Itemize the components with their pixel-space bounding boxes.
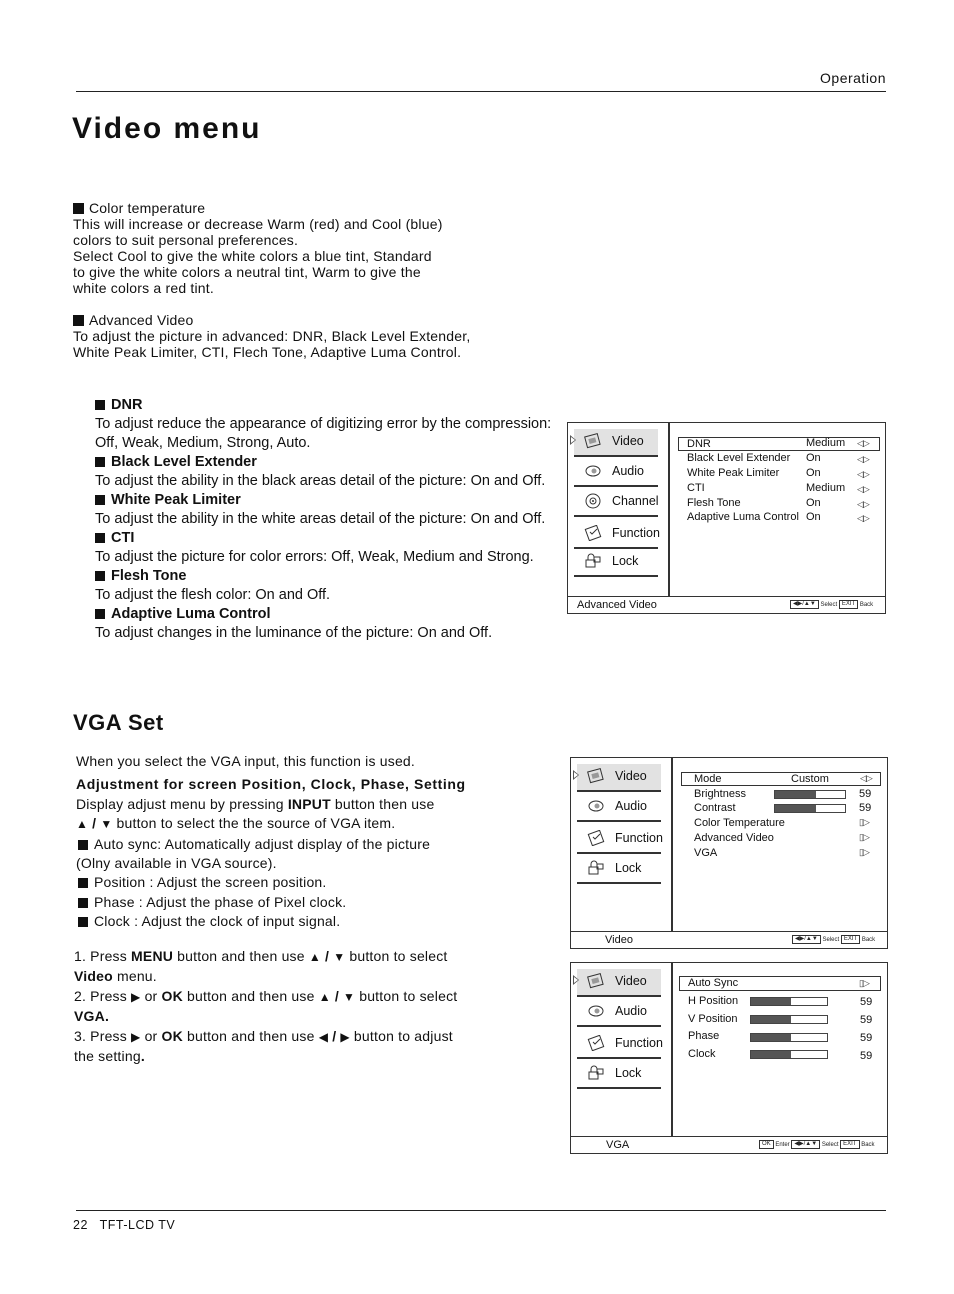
setting-desc: To adjust the picture for color errors: Off, Weak, Medium and Strong. xyxy=(95,549,534,565)
hint-select: Select xyxy=(821,1142,839,1149)
left-right-arrows-icon: ◁▷ xyxy=(857,454,869,464)
sidebar-item-audio[interactable] xyxy=(574,459,658,487)
vga-line: ▲ / ▼ button to select the the source of VGA item. xyxy=(76,815,396,832)
vga-intro-block xyxy=(76,752,496,932)
osd-row-value: 59 xyxy=(859,788,872,800)
slider-fill xyxy=(751,998,791,1005)
bullet-square-icon xyxy=(78,898,88,908)
osd-vga-menu xyxy=(570,962,888,1154)
sidebar-item-label: Video xyxy=(615,974,647,988)
osd-row-value: On xyxy=(806,452,821,464)
osd-advanced-video-menu xyxy=(567,422,886,614)
setting-name: CTI xyxy=(95,529,555,548)
hint-select: Select xyxy=(822,937,840,944)
down-triangle-icon: ▼ xyxy=(343,989,356,1004)
footer-rule xyxy=(76,1210,886,1211)
osd-row-value: On xyxy=(806,497,821,509)
osd-row-label: Contrast xyxy=(694,802,736,814)
sidebar-item-label: Channel xyxy=(612,494,659,508)
sidebar-item-label: Function xyxy=(615,1036,663,1050)
osd-row-label: Phase xyxy=(688,1030,720,1042)
setting-desc: To adjust reduce the appearance of digitizing error by the compression: xyxy=(95,416,552,432)
hint-enter: Enter xyxy=(775,1142,790,1149)
bullet-square-icon xyxy=(95,609,105,619)
sidebar-item-label: Function xyxy=(615,831,663,845)
osd-sidebar xyxy=(571,758,673,931)
advanced-video-line: To adjust the picture in advanced: DNR, Black Level Extender, xyxy=(73,328,471,344)
tv-icon xyxy=(587,768,605,784)
osd-row-label: Mode xyxy=(694,773,722,785)
phase-slider[interactable] xyxy=(750,1033,828,1042)
hint-select: Select xyxy=(820,602,838,609)
osd-sidebar xyxy=(568,423,670,596)
speaker-icon xyxy=(584,463,602,479)
v-position-slider[interactable] xyxy=(750,1015,828,1024)
bullet-square-icon xyxy=(95,533,105,543)
navigate-arrows-icon: ◀▶/▲▼ xyxy=(791,1140,820,1149)
satellite-dish-icon xyxy=(584,493,602,509)
lock-icon xyxy=(587,860,605,876)
osd-row-value: 59 xyxy=(859,802,872,814)
osd-footer xyxy=(571,1136,887,1153)
enter-submenu-icon: ▯▷ xyxy=(859,978,869,988)
osd-row-value: 59 xyxy=(860,1032,873,1044)
down-triangle-icon: ▼ xyxy=(100,817,113,832)
osd-row-label: Clock xyxy=(688,1048,716,1060)
clock-slider[interactable] xyxy=(750,1050,828,1059)
up-triangle-icon: ▲ xyxy=(76,817,89,832)
right-triangle-icon: ▶ xyxy=(131,1029,141,1044)
bullet-square-icon xyxy=(95,495,105,505)
exit-key: EXIT xyxy=(841,935,860,944)
enter-submenu-icon: ▯▷ xyxy=(859,847,869,857)
tv-icon xyxy=(587,973,605,989)
speaker-icon xyxy=(587,798,605,814)
navigate-arrows-icon: ◀▶/▲▼ xyxy=(792,935,821,944)
osd-row-label: Flesh Tone xyxy=(687,497,741,509)
osd-row-label: Black Level Extender xyxy=(687,452,791,464)
setting-desc: Off, Weak, Medium, Strong, Auto. xyxy=(95,435,311,451)
left-right-arrows-icon: ◁▷ xyxy=(860,773,872,783)
contrast-slider[interactable] xyxy=(774,804,846,813)
left-right-arrows-icon: ◁▷ xyxy=(857,438,869,448)
section-header: Operation xyxy=(820,70,886,86)
slider-fill xyxy=(775,791,816,798)
sidebar-item-label: Function xyxy=(612,526,660,540)
sidebar-item-function[interactable] xyxy=(577,826,661,854)
osd-row-label: Brightness xyxy=(694,788,746,800)
selection-pointer-icon xyxy=(573,975,579,985)
sidebar-item-function[interactable] xyxy=(574,521,658,549)
brightness-slider[interactable] xyxy=(774,790,846,799)
sidebar-item-audio[interactable] xyxy=(577,999,661,1027)
h-position-slider[interactable] xyxy=(750,997,828,1006)
bullet-square-icon xyxy=(95,400,105,410)
osd-row-value: Medium xyxy=(806,482,846,494)
ok-key: OK xyxy=(759,1140,774,1149)
slider-fill xyxy=(751,1016,791,1023)
sidebar-item-lock[interactable] xyxy=(577,1061,661,1089)
sidebar-item-label: Video xyxy=(612,434,644,448)
sidebar-item-label: Lock xyxy=(615,1066,642,1080)
osd-row-label: DNR xyxy=(687,438,711,450)
slider-fill xyxy=(751,1034,791,1041)
osd-row-label: CTI xyxy=(687,482,705,494)
osd-row-value: On xyxy=(806,467,821,479)
bullet-square-icon xyxy=(73,203,84,214)
advanced-video-line: White Peak Limiter, CTI, Flech Tone, Adaptive Luma Control. xyxy=(73,344,462,360)
down-triangle-icon: ▼ xyxy=(333,950,346,964)
bullet-square-icon xyxy=(73,315,84,326)
sidebar-item-lock[interactable] xyxy=(577,856,661,884)
slider-fill xyxy=(775,805,816,812)
osd-row-label: H Position xyxy=(688,995,739,1007)
vga-bullet: Clock : Adjust the clock of input signal. xyxy=(76,912,496,931)
advanced-video-section xyxy=(73,312,553,360)
slider-fill xyxy=(751,1051,791,1058)
bullet-square-icon xyxy=(95,571,105,581)
navigate-arrows-icon: ◀▶/▲▼ xyxy=(790,600,819,609)
sidebar-item-lock[interactable] xyxy=(574,549,658,577)
osd-row-value: On xyxy=(806,511,821,523)
page-title: Video menu xyxy=(72,112,262,145)
enter-submenu-icon: ▯▷ xyxy=(859,832,869,842)
osd-footer-label: Video xyxy=(605,934,633,946)
vga-bullet-note: (Olny available in VGA source). xyxy=(76,855,277,872)
checklist-icon xyxy=(587,830,605,846)
osd-row-value: 59 xyxy=(860,1050,873,1062)
hint-back: Back xyxy=(861,937,876,944)
vga-bullet: Position : Adjust the screen position. xyxy=(76,873,496,892)
vga-bullet: Auto sync: Automatically adjust display of the picture xyxy=(76,835,496,854)
sidebar-item-video[interactable] xyxy=(577,969,661,997)
sidebar-item-label: Video xyxy=(615,769,647,783)
sidebar-item-channel[interactable] xyxy=(574,489,658,517)
vga-subheading: Adjustment for screen Position, Clock, Phase, Setting xyxy=(76,776,466,793)
sidebar-item-video[interactable] xyxy=(577,764,661,792)
step-2-cont: VGA. xyxy=(74,1008,110,1025)
lock-icon xyxy=(584,553,602,569)
osd-footer-label: Advanced Video xyxy=(577,599,657,611)
left-triangle-icon: ◀ xyxy=(318,1029,329,1044)
setting-desc: To adjust the ability in the black areas detail of the picture: On and Off. xyxy=(95,473,546,489)
osd-video-menu xyxy=(570,757,888,949)
osd-footer-label: VGA xyxy=(606,1139,630,1151)
left-right-arrows-icon: ◁▷ xyxy=(857,513,869,523)
exit-key: EXIT xyxy=(840,1140,859,1149)
checklist-icon xyxy=(584,525,602,541)
osd-hint xyxy=(792,935,875,944)
hint-back: Back xyxy=(859,602,874,609)
vga-line: Display adjust menu by pressing INPUT button then use xyxy=(76,795,435,812)
osd-hint xyxy=(759,1140,875,1149)
color-temp-line: white colors a red tint. xyxy=(73,280,214,296)
sidebar-item-label: Audio xyxy=(615,1004,647,1018)
osd-footer xyxy=(571,931,887,948)
step-1: 1. Press MENU button and then use ▲ / ▼ button to select xyxy=(74,948,448,964)
osd-row-label: Auto Sync xyxy=(688,977,739,989)
osd-row-label: V Position xyxy=(688,1013,738,1025)
color-temp-line: to give the white colors a neutral tint, Warm to give the xyxy=(73,264,421,280)
up-triangle-icon: ▲ xyxy=(308,950,321,964)
vga-steps xyxy=(74,947,504,1066)
setting-name: DNR xyxy=(95,396,555,415)
up-triangle-icon: ▲ xyxy=(318,989,331,1004)
left-right-arrows-icon: ◁▷ xyxy=(857,469,869,479)
hint-back: Back xyxy=(861,1142,875,1149)
setting-desc: To adjust changes in the luminance of the picture: On and Off. xyxy=(95,625,493,641)
color-temp-line: Select Cool to give the white colors a blue tint, Standard xyxy=(73,248,432,264)
page-footer xyxy=(73,1218,175,1232)
bullet-square-icon xyxy=(78,917,88,927)
step-3-cont: the setting. xyxy=(74,1048,145,1065)
setting-name: White Peak Limiter xyxy=(95,491,555,510)
checklist-icon xyxy=(587,1035,605,1051)
osd-row-label: Adaptive Luma Control xyxy=(687,511,799,523)
advanced-video-heading: Advanced Video xyxy=(73,312,553,328)
enter-submenu-icon: ▯▷ xyxy=(859,817,869,827)
osd-row-value: 59 xyxy=(860,1014,873,1026)
product-name: TFT-LCD TV xyxy=(99,1218,176,1232)
osd-row-label: VGA xyxy=(694,847,718,859)
osd-row-value: 59 xyxy=(860,996,873,1008)
sidebar-item-function[interactable] xyxy=(577,1031,661,1059)
right-triangle-icon: ▶ xyxy=(340,1029,350,1044)
setting-name: Flesh Tone xyxy=(95,567,555,586)
osd-footer xyxy=(568,596,885,613)
sidebar-item-label: Lock xyxy=(615,861,642,875)
step-2: 2. Press ▶ or OK button and then use ▲ / ▼ button to select xyxy=(74,987,458,1004)
step-1-cont: Video menu. xyxy=(74,968,157,985)
selection-pointer-icon xyxy=(570,435,576,445)
osd-row-value: Medium xyxy=(806,437,846,449)
osd-row-label: White Peak Limiter xyxy=(687,467,780,479)
exit-key: EXIT xyxy=(839,600,858,609)
header-rule xyxy=(76,91,886,92)
color-temp-line: This will increase or decrease Warm (red) and Cool (blue) xyxy=(73,216,443,232)
bullet-square-icon xyxy=(95,457,105,467)
osd-hint xyxy=(790,600,873,609)
color-temp-line: colors to suit personal preferences. xyxy=(73,232,299,248)
lock-icon xyxy=(587,1065,605,1081)
osd-row-label: Color Temperature xyxy=(694,817,785,829)
osd-row-value: Custom xyxy=(791,773,829,785)
osd-sidebar xyxy=(571,963,673,1136)
bullet-square-icon xyxy=(78,878,88,888)
color-temp-heading: Color temperature xyxy=(73,200,543,216)
selection-pointer-icon xyxy=(573,770,579,780)
sidebar-item-label: Lock xyxy=(612,554,639,568)
page-number: 22 xyxy=(73,1218,88,1232)
osd-row-label: Advanced Video xyxy=(694,832,774,844)
setting-name: Adaptive Luma Control xyxy=(95,605,555,624)
sidebar-item-label: Audio xyxy=(615,799,647,813)
sidebar-item-audio[interactable] xyxy=(577,794,661,822)
vga-bullet: Phase : Adjust the phase of Pixel clock. xyxy=(76,893,496,912)
left-right-arrows-icon: ◁▷ xyxy=(857,499,869,509)
step-3: 3. Press ▶ or OK button and then use ◀ / ▶ button to adjust xyxy=(74,1027,453,1044)
setting-desc: To adjust the ability in the white areas detail of the picture: On and Off. xyxy=(95,511,546,527)
tv-icon xyxy=(584,433,602,449)
vga-title: VGA Set xyxy=(73,710,164,735)
left-right-arrows-icon: ◁▷ xyxy=(857,484,869,494)
vga-intro: When you select the VGA input, this function is used. xyxy=(76,753,416,769)
setting-name: Black Level Extender xyxy=(95,453,555,472)
speaker-icon xyxy=(587,1003,605,1019)
settings-list xyxy=(95,396,555,643)
color-temp-section xyxy=(73,200,543,296)
setting-desc: To adjust the flesh color: On and Off. xyxy=(95,587,331,603)
right-triangle-icon: ▶ xyxy=(131,989,141,1004)
sidebar-item-video[interactable] xyxy=(574,429,658,457)
bullet-square-icon xyxy=(78,840,88,850)
sidebar-item-label: Audio xyxy=(612,464,644,478)
